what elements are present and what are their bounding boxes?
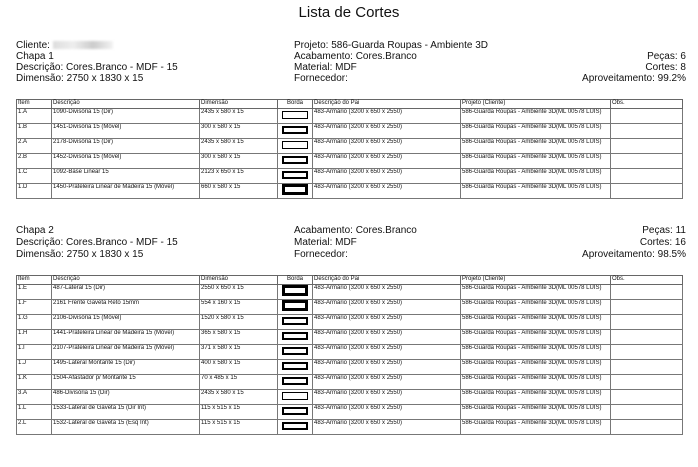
projeto-field: Projeto: 586-Guarda Roupas - Ambiente 3D — [294, 40, 488, 51]
edge-band-diagram — [282, 422, 308, 430]
col-descricao-pai: Descrição do Pai — [313, 276, 461, 285]
cell-item: 1.K — [17, 375, 52, 390]
cell-item: 1.A — [17, 109, 52, 124]
cell-projeto: 586-Guarda Roupas - Ambiente 3D(ML 00578 LUIS) — [461, 405, 611, 420]
cell-dimensao: 554 x 160 x 15 — [200, 300, 278, 315]
cell-descricao: 1533-Lateral de Gaveta 15 (Dir Int) — [52, 405, 200, 420]
table-row — [17, 124, 683, 139]
col-descricao-pai: Descrição do Pai — [313, 100, 461, 109]
cell-descricao: 1504-Afastador p/ Montante 15 — [52, 375, 200, 390]
cell-borda — [278, 330, 313, 345]
table-row — [17, 300, 683, 315]
cell-dimensao: 371 x 580 x 15 — [200, 345, 278, 360]
col-borda: Borda — [278, 100, 313, 109]
cell-dimensao: 115 x 515 x 15 — [200, 420, 278, 435]
cell-item: 1.H — [17, 330, 52, 345]
cell-dimensao: 2435 x 580 x 15 — [200, 109, 278, 124]
cell-projeto: 586-Guarda Roupas - Ambiente 3D(ML 00578 LUIS) — [461, 390, 611, 405]
cell-projeto: 586-Guarda Roupas - Ambiente 3D(ML 00578 LUIS) — [461, 124, 611, 139]
cell-borda — [278, 375, 313, 390]
edge-band-diagram — [282, 362, 308, 370]
table-row — [17, 390, 683, 405]
table-row — [17, 285, 683, 300]
cell-pai: 483-Armário (3200 x 650 x 2550) — [313, 375, 461, 390]
cell-pai: 483-Armário (3200 x 650 x 2550) — [313, 109, 461, 124]
cell-pai: 483-Armário (3200 x 650 x 2550) — [313, 124, 461, 139]
chapa2-acabamento: Acabamento: Cores.Branco — [294, 225, 417, 236]
cell-dimensao: 365 x 580 x 15 — [200, 330, 278, 345]
cell-borda — [278, 420, 313, 435]
cell-projeto: 586-Guarda Roupas - Ambiente 3D(ML 00578 LUIS) — [461, 315, 611, 330]
chapa1-table — [16, 99, 683, 199]
chapa2-title: Chapa 2 — [16, 225, 54, 236]
cell-descricao: 1441-Prateleira Linear de Madeira 15 (Móvel) — [52, 330, 200, 345]
cell-item: 1.F — [17, 300, 52, 315]
cell-descricao: 1532-Lateral de Gaveta 15 (Esq Int) — [52, 420, 200, 435]
cell-projeto: 586-Guarda Roupas - Ambiente 3D(ML 00578 LUIS) — [461, 109, 611, 124]
edge-band-diagram — [282, 184, 308, 195]
cell-dimensao: 70 x 485 x 15 — [200, 375, 278, 390]
table-row — [17, 109, 683, 124]
cell-dimensao: 300 x 580 x 15 — [200, 124, 278, 139]
cell-borda — [278, 285, 313, 300]
chapa1-material: Material: MDF — [294, 62, 357, 73]
cell-borda — [278, 124, 313, 139]
cell-item: 1.I — [17, 345, 52, 360]
cell-pai: 483-Armário (3200 x 650 x 2550) — [313, 390, 461, 405]
cell-borda — [278, 139, 313, 154]
cell-pai: 483-Armário (3200 x 650 x 2550) — [313, 330, 461, 345]
cell-obs — [611, 315, 683, 330]
cell-pai: 483-Armário (3200 x 650 x 2550) — [313, 154, 461, 169]
table-header-row — [17, 276, 683, 285]
cell-projeto: 586-Guarda Roupas - Ambiente 3D(ML 00578 LUIS) — [461, 300, 611, 315]
table-row — [17, 330, 683, 345]
chapa2-cortes: Cortes: 16 — [639, 237, 686, 248]
edge-band-diagram — [282, 317, 308, 325]
cell-pai: 483-Armário (3200 x 650 x 2550) — [313, 169, 461, 184]
cell-item: 1.E — [17, 285, 52, 300]
chapa1-aproveitamento: Aproveitamento: 99.2% — [582, 73, 686, 84]
chapa1-descricao: Descrição: Cores.Branco - MDF - 15 — [16, 62, 178, 73]
cell-projeto: 586-Guarda Roupas - Ambiente 3D(ML 00578 LUIS) — [461, 169, 611, 184]
cell-obs — [611, 300, 683, 315]
cell-descricao: 487-Lateral 15 (Dir) — [52, 285, 200, 300]
cell-borda — [278, 184, 313, 199]
edge-band-diagram — [282, 156, 308, 164]
cell-obs — [611, 345, 683, 360]
cell-projeto: 586-Guarda Roupas - Ambiente 3D(ML 00578 LUIS) — [461, 420, 611, 435]
table-row — [17, 184, 683, 199]
cell-obs — [611, 154, 683, 169]
edge-band-diagram — [282, 111, 308, 119]
cell-obs — [611, 330, 683, 345]
cell-obs — [611, 360, 683, 375]
col-obs: Obs. — [611, 276, 683, 285]
cell-pai: 483-Armário (3200 x 650 x 2550) — [313, 405, 461, 420]
cell-pai: 483-Armário (3200 x 650 x 2550) — [313, 315, 461, 330]
cell-item: 1.G — [17, 315, 52, 330]
cell-dimensao: 2435 x 580 x 15 — [200, 139, 278, 154]
col-projeto: Projeto (Cliente) — [461, 276, 611, 285]
cell-borda — [278, 360, 313, 375]
chapa1-pecas: Peças: 6 — [647, 51, 686, 62]
cell-obs — [611, 375, 683, 390]
cell-descricao: 1452-Divisória 15 (Móvel) — [52, 154, 200, 169]
cell-borda — [278, 300, 313, 315]
chapa1-fornecedor: Fornecedor: — [294, 73, 348, 84]
chapa1-acabamento: Acabamento: Cores.Branco — [294, 51, 417, 62]
cell-dimensao: 115 x 515 x 15 — [200, 405, 278, 420]
cell-obs — [611, 109, 683, 124]
table-row — [17, 405, 683, 420]
cell-pai: 483-Armário (3200 x 650 x 2550) — [313, 285, 461, 300]
chapa1-title: Chapa 1 — [16, 51, 54, 62]
chapa2-dimensao: Dimensão: 2750 x 1830 x 15 — [16, 249, 144, 260]
chapa2-material: Material: MDF — [294, 237, 357, 248]
cell-obs — [611, 124, 683, 139]
cell-projeto: 586-Guarda Roupas - Ambiente 3D(ML 00578 LUIS) — [461, 345, 611, 360]
table-row — [17, 360, 683, 375]
cell-dimensao: 2435 x 580 x 15 — [200, 390, 278, 405]
cell-descricao: 486-Divisória 15 (Dir) — [52, 390, 200, 405]
cell-pai: 483-Armário (3200 x 650 x 2550) — [313, 360, 461, 375]
cell-item: 2.A — [17, 139, 52, 154]
col-descricao: Descrição — [52, 100, 200, 109]
cell-projeto: 586-Guarda Roupas - Ambiente 3D(ML 00578 LUIS) — [461, 154, 611, 169]
table-row — [17, 154, 683, 169]
col-dimensao: Dimensão — [200, 100, 278, 109]
cell-projeto: 586-Guarda Roupas - Ambiente 3D(ML 00578 LUIS) — [461, 375, 611, 390]
cell-item: 1.D — [17, 184, 52, 199]
cell-dimensao: 300 x 580 x 15 — [200, 154, 278, 169]
cell-item: 1.J — [17, 360, 52, 375]
cell-projeto: 586-Guarda Roupas - Ambiente 3D(ML 00578 LUIS) — [461, 184, 611, 199]
cell-pai: 483-Armário (3200 x 650 x 2550) — [313, 139, 461, 154]
cell-descricao: 1495-Lateral Montante 15 (Dir) — [52, 360, 200, 375]
cell-item: 3.A — [17, 390, 52, 405]
cell-obs — [611, 420, 683, 435]
cell-projeto: 586-Guarda Roupas - Ambiente 3D(ML 00578 LUIS) — [461, 360, 611, 375]
table-row — [17, 139, 683, 154]
chapa2-pecas: Peças: 11 — [642, 225, 686, 236]
cell-descricao: 2107-Prateleira Linear de Madeira 15 (Móvel) — [52, 345, 200, 360]
cell-dimensao: 2550 x 650 x 15 — [200, 285, 278, 300]
col-obs: Obs. — [611, 100, 683, 109]
cell-descricao: 1450-Prateleira Linear de Madeira 15 (Móvel) — [52, 184, 200, 199]
cell-pai: 483-Armário (3200 x 650 x 2550) — [313, 184, 461, 199]
col-projeto: Projeto (Cliente) — [461, 100, 611, 109]
table-row — [17, 315, 683, 330]
col-dimensao: Dimensão — [200, 276, 278, 285]
edge-band-diagram — [282, 407, 308, 415]
cell-dimensao: 400 x 580 x 15 — [200, 360, 278, 375]
page-title: Lista de Cortes — [298, 4, 400, 21]
table-row — [17, 345, 683, 360]
cell-projeto: 586-Guarda Roupas - Ambiente 3D(ML 00578 LUIS) — [461, 285, 611, 300]
cell-item: 1.L — [17, 405, 52, 420]
chapa2-fornecedor: Fornecedor: — [294, 249, 348, 260]
redacted-client-name — [53, 41, 113, 49]
chapa1-dimensao: Dimensão: 2750 x 1830 x 15 — [16, 73, 144, 84]
edge-band-diagram — [282, 171, 308, 179]
cell-item: 2.B — [17, 154, 52, 169]
edge-band-diagram — [282, 377, 308, 385]
cell-obs — [611, 184, 683, 199]
cell-item: 1.C — [17, 169, 52, 184]
cliente-label: Cliente: — [16, 40, 53, 51]
edge-band-diagram — [282, 347, 308, 355]
cell-descricao: 2161 Frente Gaveta Reto 15mm — [52, 300, 200, 315]
cell-borda — [278, 109, 313, 124]
cell-item: 2.L — [17, 420, 52, 435]
edge-band-diagram — [282, 126, 308, 134]
cell-borda — [278, 169, 313, 184]
cell-obs — [611, 405, 683, 420]
col-descricao: Descrição — [52, 276, 200, 285]
cell-dimensao: 2123 x 650 x 15 — [200, 169, 278, 184]
cell-obs — [611, 285, 683, 300]
edge-band-diagram — [282, 392, 308, 400]
chapa2-descricao: Descrição: Cores.Branco - MDF - 15 — [16, 237, 178, 248]
table-row — [17, 375, 683, 390]
table-row — [17, 420, 683, 435]
cell-borda — [278, 345, 313, 360]
cell-descricao: 2106-Divisória 15 (Móvel) — [52, 315, 200, 330]
chapa2-table — [16, 275, 683, 435]
cell-obs — [611, 139, 683, 154]
col-item: Item — [17, 100, 52, 109]
cell-borda — [278, 154, 313, 169]
cell-pai: 483-Armário (3200 x 650 x 2550) — [313, 420, 461, 435]
table-row — [17, 169, 683, 184]
col-borda: Borda — [278, 276, 313, 285]
edge-band-diagram — [282, 141, 308, 149]
cell-borda — [278, 390, 313, 405]
edge-band-diagram — [282, 300, 308, 311]
cell-borda — [278, 315, 313, 330]
cell-borda — [278, 405, 313, 420]
col-item: Item — [17, 276, 52, 285]
cell-dimensao: 660 x 580 x 15 — [200, 184, 278, 199]
cell-projeto: 586-Guarda Roupas - Ambiente 3D(ML 00578 LUIS) — [461, 330, 611, 345]
chapa2-aproveitamento: Aproveitamento: 98.5% — [582, 249, 686, 260]
cell-descricao: 1090-Divisória 15 (Dir) — [52, 109, 200, 124]
edge-band-diagram — [282, 332, 308, 340]
cell-obs — [611, 390, 683, 405]
chapa1-cortes: Cortes: 8 — [645, 62, 686, 73]
edge-band-diagram — [282, 285, 308, 296]
cell-pai: 483-Armário (3200 x 650 x 2550) — [313, 345, 461, 360]
cell-descricao: 1092-Base Linear 15 — [52, 169, 200, 184]
cell-pai: 483-Armário (3200 x 650 x 2550) — [313, 300, 461, 315]
cell-descricao: 1451-Divisória 15 (Móvel) — [52, 124, 200, 139]
cell-descricao: 2178-Divisória 15 (Dir) — [52, 139, 200, 154]
cell-obs — [611, 169, 683, 184]
cell-item: 1.B — [17, 124, 52, 139]
table-header-row — [17, 100, 683, 109]
cell-dimensao: 1520 x 580 x 15 — [200, 315, 278, 330]
cell-projeto: 586-Guarda Roupas - Ambiente 3D(ML 00578 LUIS) — [461, 139, 611, 154]
